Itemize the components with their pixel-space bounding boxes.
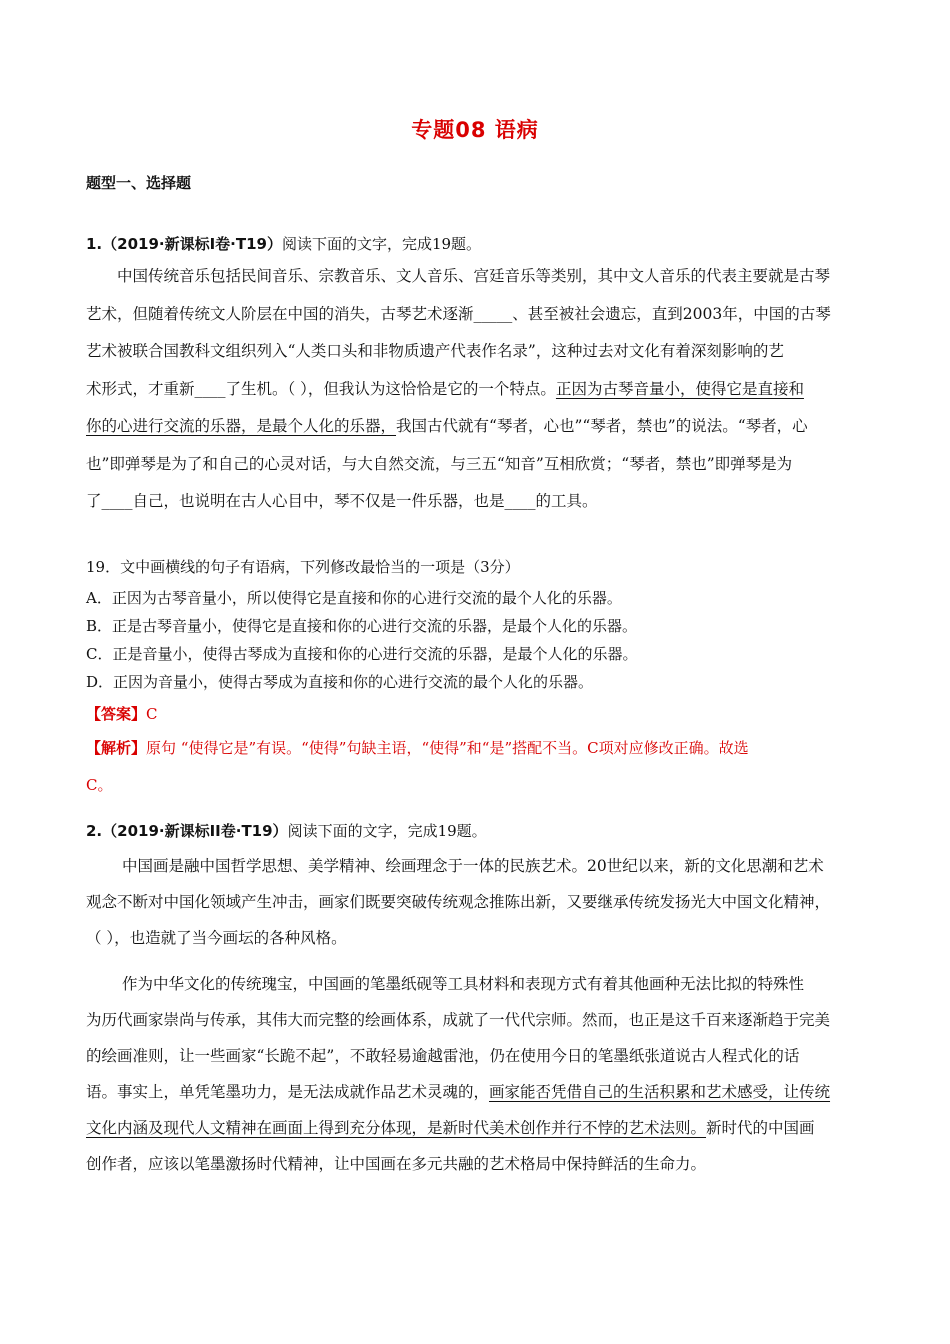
options-list bbox=[86, 584, 637, 696]
underlined-sentence: 画家能否凭借自己的生活积累和艺术感受，让传统 bbox=[489, 1083, 831, 1101]
question-2-instruction: 阅读下面的文字，完成19题。 bbox=[287, 822, 487, 840]
passage-line: 为历代画家崇尚与传承，其伟大而完整的绘画体系，成就了一代代宗师。然而，也正是这千百来逐渐趋于完美 bbox=[86, 1011, 831, 1029]
passage-line: 创作者，应该以笔墨激扬时代精神，让中国画在多元共融的艺术格局中保持鲜活的生命力。 bbox=[86, 1155, 707, 1173]
passage-line: 艺术被联合国教科文组织列入“人类口头和非物质遗产代表作名录”，这种过去对文化有着深刻影响的艺 bbox=[86, 342, 784, 360]
passage-line: （ ），也造就了当今画坛的各种风格。 bbox=[86, 929, 347, 947]
option-c: C．正是音量小，使得古琴成为直接和你的心进行交流的乐器，是最个人化的乐器。 bbox=[86, 645, 638, 663]
passage-line: 中国传统音乐包括民间音乐、宗教音乐、文人音乐、宫廷音乐等类别，其中文人音乐的代表主要就是古琴 bbox=[117, 267, 831, 285]
passage-line bbox=[86, 371, 866, 409]
passage-line bbox=[86, 408, 866, 446]
question-2-source: 2.（2019·新课标II卷·T19） bbox=[86, 822, 288, 840]
passage-text: 新时代的中国画 bbox=[706, 1119, 815, 1137]
answer-tag: 【答案】 bbox=[86, 705, 147, 723]
underlined-sentence: 文化内涵及现代人文精神在画面上得到充分体现，是新时代美术创作并行不悖的艺术法则。 bbox=[86, 1119, 707, 1137]
passage-text: 术形式，才重新____了生机。（ ），但我认为这恰恰是它的一个特点。 bbox=[86, 379, 556, 398]
passage-line: 的绘画准则，让一些画家“长跪不起”，不敢轻易逾越雷池，仍在使用今日的笔墨纸张道说古人程式化的话 bbox=[86, 1047, 800, 1065]
page-title: 专题08 语病 bbox=[411, 118, 539, 142]
underlined-sentence: 正因为古琴音量小，使得它是直接和 bbox=[555, 379, 804, 398]
passage-line: 作为中华文化的传统瑰宝，中国画的笔墨纸砚等工具材料和表现方式有着其他画种无法比拟的特殊性 bbox=[122, 975, 805, 993]
question-1-instruction: 阅读下面的文字，完成19题。 bbox=[281, 235, 482, 253]
passage-line: 观念不断对中国化领域产生冲击，画家们既要突破传统观念推陈出新，又要继承传统发扬光大中国文化精神， bbox=[86, 893, 831, 911]
question-1-heading bbox=[86, 233, 481, 254]
answer-line bbox=[86, 703, 158, 724]
analysis-block bbox=[86, 730, 866, 804]
passage-line bbox=[86, 1074, 866, 1110]
analysis-line bbox=[86, 730, 866, 767]
passage-line bbox=[86, 1110, 866, 1146]
passage-text: 语。事实上，单凭笔墨功力，是无法成就作品艺术灵魂的， bbox=[86, 1083, 490, 1101]
question-2-paragraph-1 bbox=[86, 848, 866, 956]
option-a: A．正因为古琴音量小，所以使得它是直接和你的心进行交流的最个人化的乐器。 bbox=[86, 589, 622, 607]
option-d: D．正因为音量小，使得古琴成为直接和你的心进行交流的最个人化的乐器。 bbox=[86, 673, 594, 691]
question-1-passage bbox=[86, 258, 866, 521]
analysis-line: C。 bbox=[86, 776, 113, 794]
analysis-tag: 【解析】 bbox=[86, 739, 147, 757]
passage-line: 中国画是融中国哲学思想、美学精神、绘画理念于一体的民族艺术。20世纪以来，新的文化思潮和艺术 bbox=[122, 857, 824, 875]
question-2-heading bbox=[86, 820, 487, 841]
option-b: B．正是古琴音量小，使得它是直接和你的心进行交流的乐器，是最个人化的乐器。 bbox=[86, 617, 638, 635]
passage-text: 我国古代就有“琴者，心也”“琴者，禁也”的说法。“琴者，心 bbox=[396, 417, 808, 435]
passage-line: 了____自己，也说明在古人心目中，琴不仅是一件乐器，也是____的工具。 bbox=[86, 492, 598, 510]
question-19-prompt: 19．文中画横线的句子有语病，下列修改最恰当的一项是（3分） bbox=[86, 558, 520, 576]
question-2-paragraph-2 bbox=[86, 966, 866, 1182]
passage-line: 艺术，但随着传统文人阶层在中国的消失，古琴艺术逐渐_____、甚至被社会遗忘，直到2003年，中国的古琴 bbox=[86, 304, 831, 323]
underlined-sentence: 你的心进行交流的乐器，是最个人化的乐器， bbox=[86, 417, 397, 435]
question-1-source: 1.（2019·新课标Ⅰ卷·T19） bbox=[86, 235, 282, 253]
analysis-text: 原句 “使得它是”有误。“使得”句缺主语，“使得”和“是”搭配不当。C项对应修改正确。故选 bbox=[146, 739, 749, 757]
passage-line: 也”即弹琴是为了和自己的心灵对话，与大自然交流，与三五“知音”互相欣赏；“琴者，禁也”即弹琴是为 bbox=[86, 454, 793, 473]
answer-value: C bbox=[146, 705, 158, 723]
section-heading: 题型一、选择题 bbox=[86, 174, 192, 192]
